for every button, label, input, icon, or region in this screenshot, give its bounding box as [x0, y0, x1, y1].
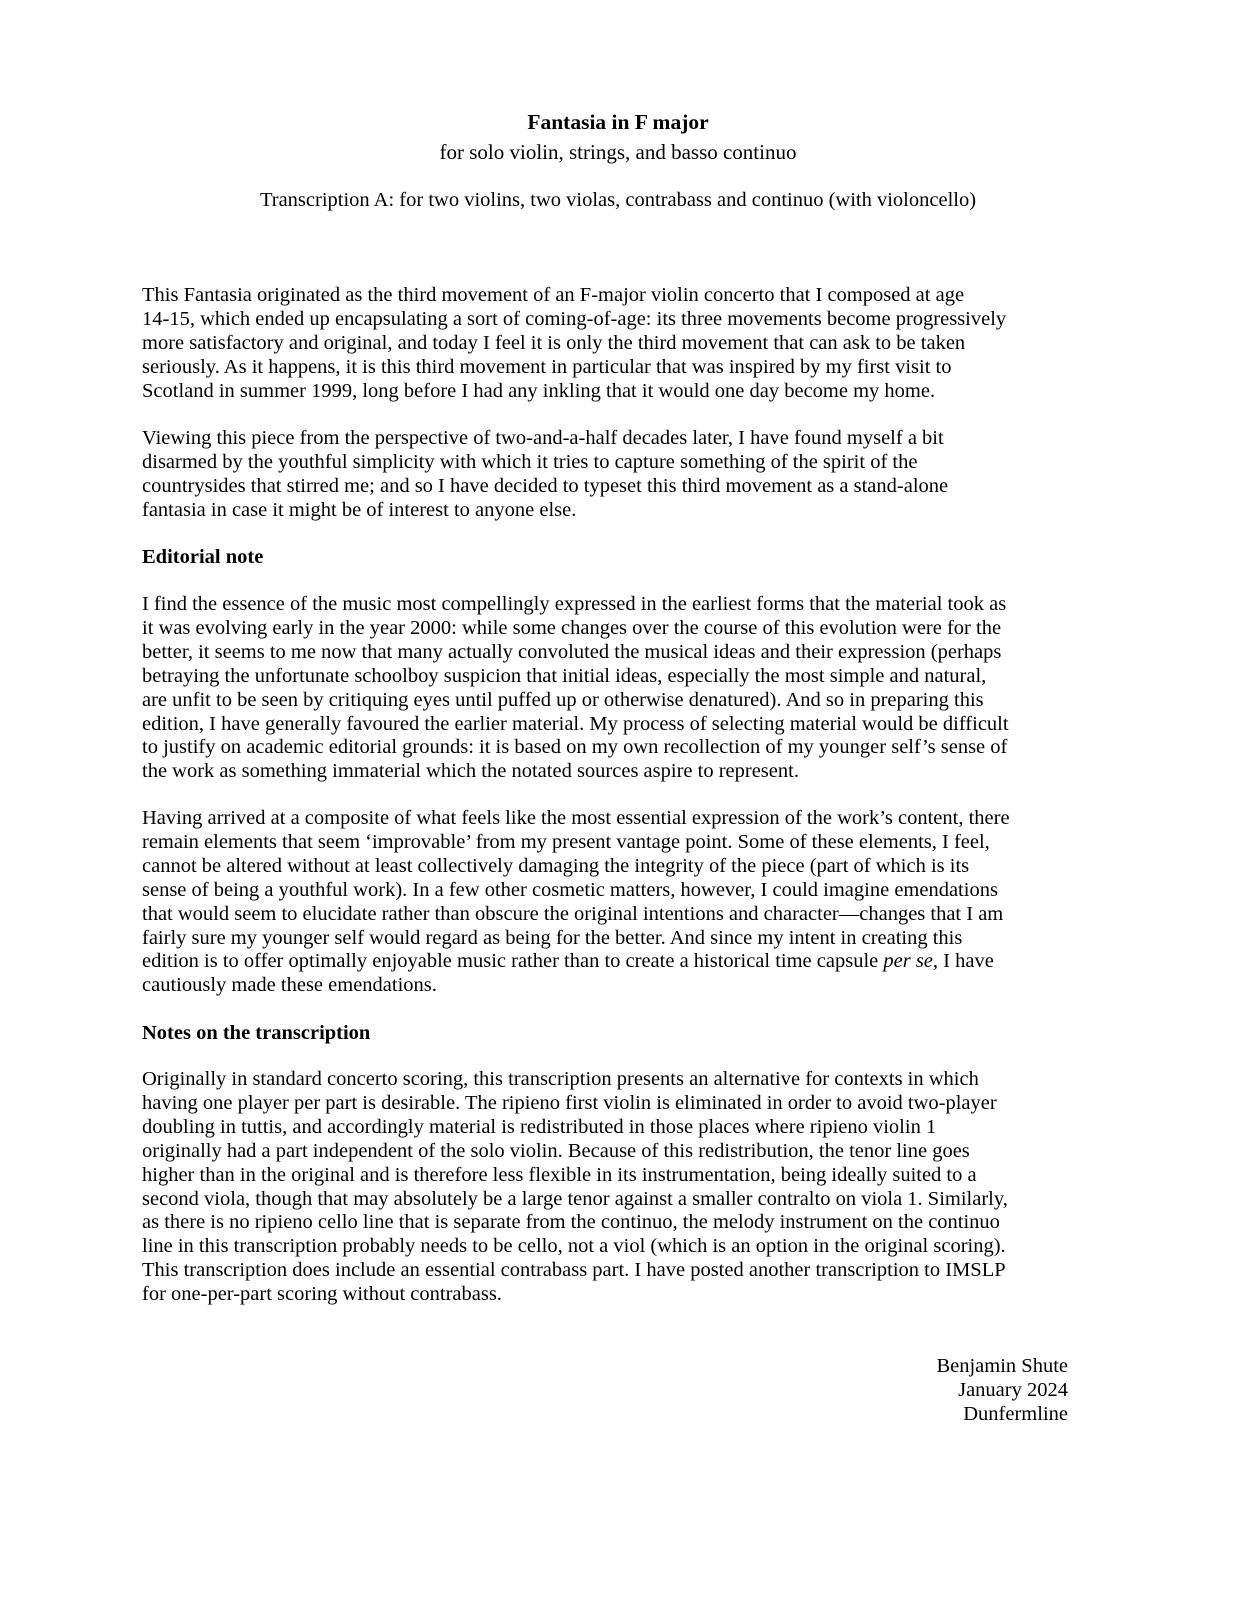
text-line: Originally in standard concerto scoring, this transcription presents an alternative for contexts in which	[142, 1068, 979, 1090]
italic-latin-phrase: per se	[883, 950, 933, 973]
text-line: Viewing this piece from the perspective of two-and-a-half decades later, I have found myself a bit	[142, 427, 944, 449]
text-line: more satisfactory and original, and today I feel it is only the third movement that can ask to be taken	[142, 331, 966, 354]
document-title: Fantasia in F major	[527, 110, 709, 134]
text-line: remain elements that seem ‘improvable’ from my present vantage point. Some of these elements, I feel,	[142, 830, 990, 853]
text-line: countrysides that stirred me; and so I have decided to typeset this third movement as a stand-alone	[142, 474, 949, 497]
signature-place: Dunfermline	[963, 1403, 1068, 1425]
transcription-label: Transcription A: for two violins, two violas, contrabass and continuo (with violoncello)	[259, 189, 977, 211]
text-line: that would seem to elucidate rather than obscure the original intentions and character—changes that I am	[142, 902, 1004, 925]
editorial-note-heading: Editorial note	[142, 546, 264, 568]
text-line: doubling in tuttis, and accordingly material is redistributed in those places where ripieno violin 1	[142, 1115, 937, 1138]
text-segment: edition is to offer optimally enjoyable music rather than to create a historical time capsule	[142, 950, 884, 973]
text-line: I find the essence of the music most compellingly expressed in the earliest forms that the material took as	[142, 593, 1007, 615]
document-subtitle: for solo violin, strings, and basso continuo	[439, 140, 797, 164]
intro-paragraph-2	[142, 427, 1082, 523]
text-line: fairly sure my younger self would regard as being for the better. And since my intent in creating this	[142, 926, 963, 949]
text-segment: , I have	[932, 950, 994, 973]
transcription-notes-heading: Notes on the transcription	[142, 1022, 371, 1044]
intro-paragraph-1	[142, 284, 1082, 404]
text-line: fantasia in case it might be of interest to anyone else.	[142, 498, 577, 521]
signature-block	[936, 1354, 1068, 1426]
text-line: second viola, though that may absolutely be a large tenor against a smaller contralto on viola 1. Similarly,	[142, 1187, 1008, 1210]
author-name: Benjamin Shute	[936, 1355, 1068, 1377]
text-line: seriously. As it happens, it is this third movement in particular that was inspired by my first visit to	[142, 355, 952, 378]
text-line: as there is no ripieno cello line that is separate from the continuo, the melody instrument on the continuo	[142, 1211, 1000, 1234]
text-line: edition, I have generally favoured the earlier material. My process of selecting material would be difficult	[142, 712, 1009, 735]
text-line: to justify on academic editorial grounds: it is based on my own recollection of my younger self’s sense of	[142, 736, 1008, 759]
text-line: are unfit to be seen by critiquing eyes until puffed up or otherwise denatured). And so in preparing this	[142, 688, 984, 711]
text-line: it was evolving early in the year 2000: while some changes over the course of this evolution were for the	[142, 616, 1002, 639]
text-line: having one player per part is desirable. The ripieno first violin is eliminated in order to avoid two-player	[142, 1091, 997, 1114]
text-line: betraying the unfortunate schoolboy suspicion that initial ideas, especially the most simple and natural,	[142, 664, 987, 687]
text-line: Having arrived at a composite of what feels like the most essential expression of the work’s content, there	[142, 807, 1010, 829]
text-line: 14-15, which ended up encapsulating a sort of coming-of-age: its three movements become progressively	[142, 307, 1007, 330]
text-line: higher than in the original and is therefore less flexible in its instrumentation, being ideally suited to a	[142, 1163, 977, 1186]
signature-date: January 2024	[958, 1379, 1068, 1401]
editorial-paragraph-2	[142, 807, 1082, 998]
text-line: cannot be altered without at least collectively damaging the integrity of the piece (part of which is its	[142, 854, 970, 877]
text-line: This Fantasia originated as the third movement of an F-major violin concerto that I composed at age	[142, 284, 965, 306]
text-line: for one-per-part scoring without contrabass.	[142, 1283, 502, 1306]
text-line: cautiously made these emendations.	[142, 974, 437, 997]
text-line: Scotland in summer 1999, long before I had any inkling that it would one day become my home.	[142, 379, 936, 402]
text-line-with-italic	[142, 950, 1082, 974]
transcription-notes-paragraph	[142, 1068, 1082, 1307]
text-line: line in this transcription probably needs to be cello, not a viol (which is an option in the original scoring).	[142, 1235, 1006, 1258]
text-line: better, it seems to me now that many actually convoluted the musical ideas and their expression (perhaps	[142, 640, 1002, 663]
text-line: This transcription does include an essential contrabass part. I have posted another transcription to IMSLP	[142, 1259, 1006, 1282]
text-line: originally had a part independent of the solo violin. Because of this redistribution, the tenor line goes	[142, 1139, 970, 1162]
text-line: the work as something immaterial which the notated sources aspire to represent.	[142, 760, 799, 783]
text-line: sense of being a youthful work). In a few other cosmetic matters, however, I could imagine emendations	[142, 878, 998, 901]
editorial-paragraph-1	[142, 593, 1082, 784]
text-line: disarmed by the youthful simplicity with which it tries to capture something of the spirit of the	[142, 450, 918, 473]
